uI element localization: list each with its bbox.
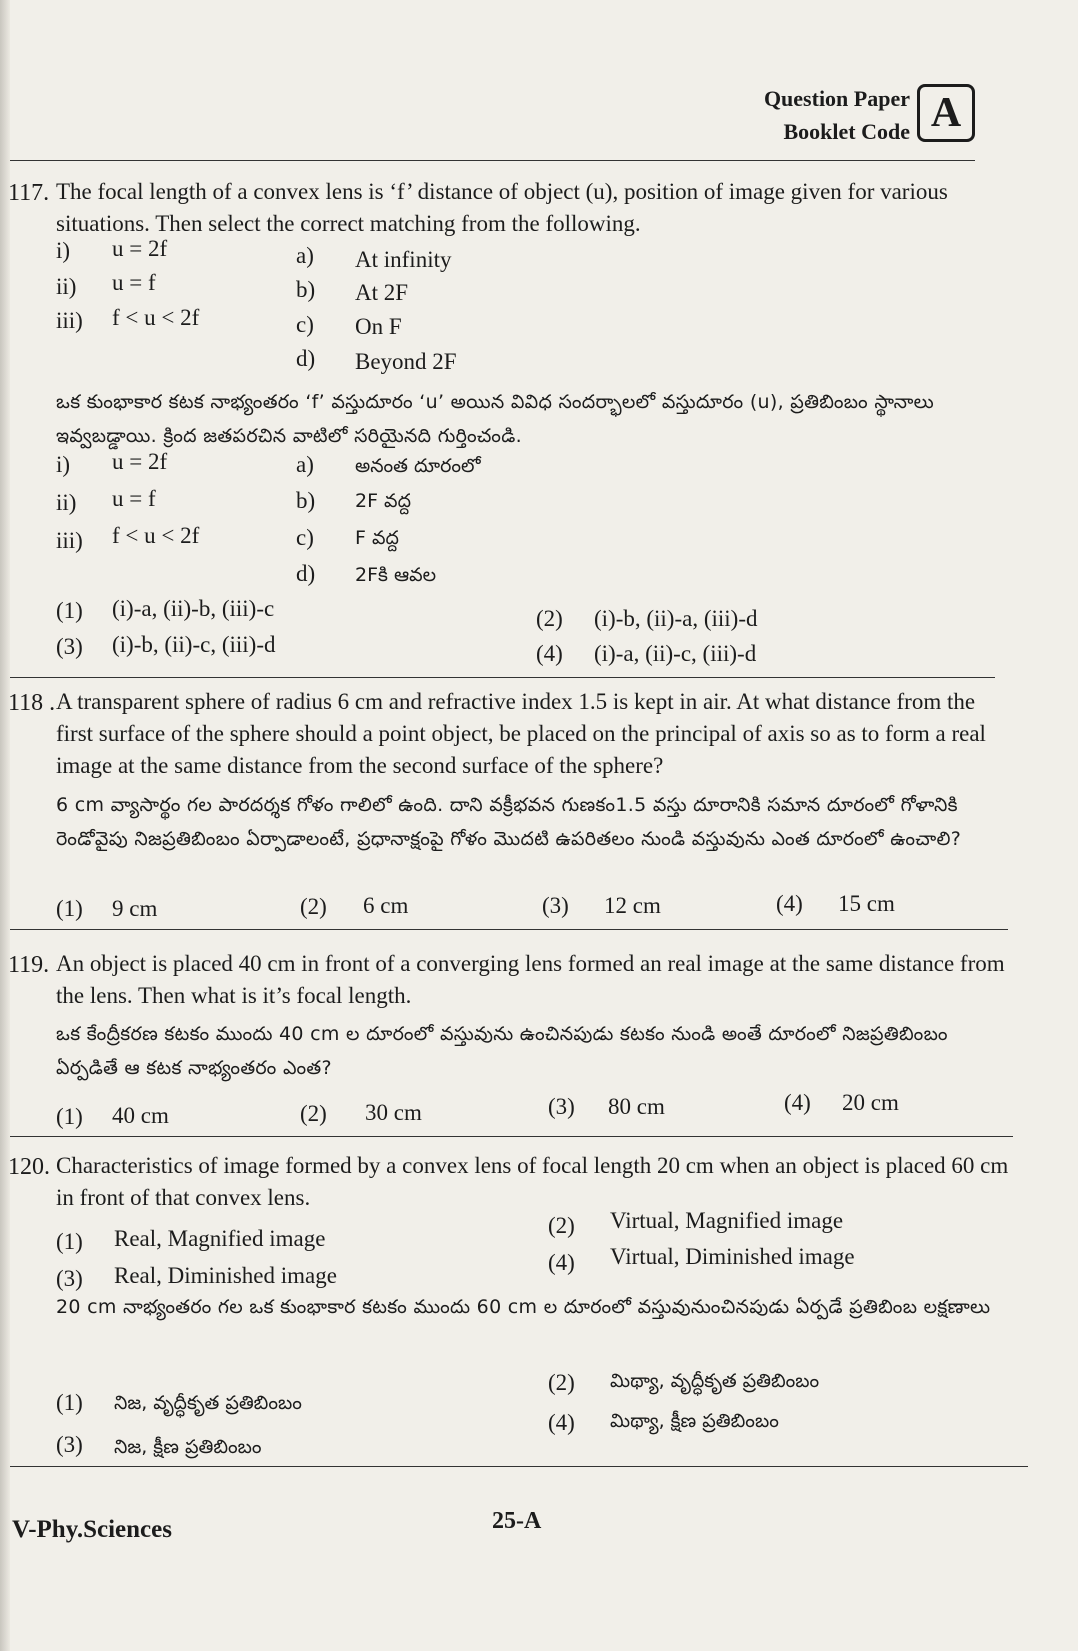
q119-option-4-text: 20 cm xyxy=(842,1090,899,1115)
divider xyxy=(10,677,995,678)
q120-option-3-num: (3) xyxy=(56,1266,83,1291)
q117-col1-value-3: f < u < 2f xyxy=(112,305,200,330)
q119-option-3-text: 80 cm xyxy=(608,1094,665,1119)
question-number-117: 117. xyxy=(8,180,50,206)
q120-option-4-text: Virtual, Diminished image xyxy=(610,1244,855,1269)
q117-te-col1-label-1: i) xyxy=(56,452,71,477)
q117-col2-value-a: At infinity xyxy=(355,247,452,272)
q120-option-2-num: (2) xyxy=(548,1213,575,1238)
q117-option-4-text: (i)-a, (ii)-c, (iii)-d xyxy=(594,641,757,666)
q117-option-1-text: (i)-a, (ii)-b, (iii)-c xyxy=(112,596,275,621)
q120-option-2-text: Virtual, Magnified image xyxy=(610,1208,844,1233)
q120-te-option-4-text: మిథ్యా, క్షీణ ప్రతిబింబం xyxy=(610,1410,779,1432)
q120-option-3-text: Real, Diminished image xyxy=(114,1263,337,1288)
question-119-text-te: ఒక కేంద్రీకరణ కటకం ముందు 40 cm ల దూరంలో వస్తువును ఉంచినపుడు కటకం నుండి అంతే దూరంలో నిజప్రతిబింబం ఏర్పడితే ఆ కటక నాభ్యంతరం ఎంత? xyxy=(56,1023,948,1079)
q120-option-1-text: Real, Magnified image xyxy=(114,1226,326,1251)
q117-col2-label-b: b) xyxy=(296,277,316,302)
subject-code: V-Phy.Sciences xyxy=(12,1516,172,1543)
q118-option-4-num: (4) xyxy=(776,891,803,916)
question-117-text-te: ఒక కుంభాకార కటక నాభ్యంతరం ‘f’ వస్తుదూరం ‘u’ అయిన వివిధ సందర్భాలలో వస్తుదూరం (u), ప్రతిబింబం స్థానాలు ఇవ్వబడ్డాయి. క్రింద జతపరచిన వాటిలో సరియైనది గుర్తించండి. xyxy=(56,391,935,447)
question-117-text-en: The focal length of a convex lens is ‘f’ distance of object (u), position of image given for various situations. Then select the correct matching from the following. xyxy=(56,179,948,236)
question-number-119: 119. xyxy=(8,952,50,978)
question-120-text-te: 20 cm నాభ్యంతరం గల ఒక కుంభాకార కటకం ముందు 60 cm ల దూరంలో వస్తువునుంచినపుడు ఏర్పడే ప్రతిబింబ లక్షణాలు xyxy=(56,1296,991,1318)
question-number-120: 120. xyxy=(8,1154,50,1180)
q117-te-col2-label-c: c) xyxy=(296,525,314,550)
question-118-text-en: A transparent sphere of radius 6 cm and refractive index 1.5 is kept in air. At what distance from the first surface of the sphere should a point object, be placed on the principal of axis so as to form a real image at the same distance from the second surface of the sphere? xyxy=(56,689,986,778)
q119-option-1-num: (1) xyxy=(56,1104,83,1129)
q118-option-3-text: 12 cm xyxy=(604,893,661,918)
question-119-text-en: An object is placed 40 cm in front of a converging lens formed an real image at the same distance from the lens. Then what is it’s focal length. xyxy=(56,951,1005,1008)
q118-option-1-num: (1) xyxy=(56,896,83,921)
q120-option-1-num: (1) xyxy=(56,1229,83,1254)
q120-te-option-2-num: (2) xyxy=(548,1370,575,1395)
page-number: 25-A xyxy=(492,1508,542,1534)
q119-option-1-text: 40 cm xyxy=(112,1103,169,1128)
question-number-118: 118 . xyxy=(8,690,56,716)
page-edge-shadow xyxy=(0,0,10,1651)
q118-option-3-num: (3) xyxy=(542,893,569,918)
q117-col1-value-2: u = f xyxy=(112,270,156,295)
q117-te-col1-value-2: u = f xyxy=(112,486,156,511)
q120-te-option-3-num: (3) xyxy=(56,1432,83,1457)
q117-te-col2-label-d: d) xyxy=(296,561,316,586)
divider xyxy=(10,160,975,161)
q117-te-col2-value-a: అనంత దూరంలో xyxy=(355,455,481,477)
q117-te-col1-value-3: f < u < 2f xyxy=(112,523,200,548)
q117-te-col2-value-d: 2Fకి ఆవల xyxy=(355,564,437,586)
q117-col2-label-d: d) xyxy=(296,346,316,371)
q117-col2-label-c: c) xyxy=(296,312,314,337)
q117-te-col1-value-1: u = 2f xyxy=(112,449,168,474)
q119-option-4-num: (4) xyxy=(784,1090,811,1115)
q117-option-3-num: (3) xyxy=(56,634,83,659)
q120-te-option-1-text: నిజ, వృద్ధీకృత ప్రతిబింబం xyxy=(114,1392,302,1414)
q117-col1-label-1: i) xyxy=(56,238,71,263)
question-118-text-te: 6 cm వ్యాసార్థం గల పారదర్శక గోళం గాలిలో ఉంది. దాని వక్రీభవన గుణకం1.5 వస్తు దూరానికి సమాన దూరంలో గోళానికి రెండోవైపు నిజప్రతిబింబం ఏర్పాడాలంటే, ప్రధానాక్షంపై గోళం మొదటి ఉపరితలం నుండి వస్తువును ఎంత దూరంలో ఉంచాలి? xyxy=(56,794,962,850)
q119-option-2-text: 30 cm xyxy=(365,1100,422,1125)
q119-option-3-num: (3) xyxy=(548,1094,575,1119)
divider xyxy=(10,929,1008,930)
q117-option-4-num: (4) xyxy=(536,641,563,666)
q120-te-option-4-num: (4) xyxy=(548,1410,575,1435)
q119-option-2-num: (2) xyxy=(300,1101,327,1126)
q120-te-option-3-text: నిజ, క్షీణ ప్రతిబింబం xyxy=(114,1436,262,1458)
booklet-code-box: A xyxy=(917,84,975,142)
q117-col1-label-2: ii) xyxy=(56,274,77,299)
q117-col2-value-d: Beyond 2F xyxy=(355,349,457,374)
question-120-text-en: Characteristics of image formed by a convex lens of focal length 20 cm when an object is placed 60 cm in front of that convex lens. xyxy=(56,1153,1009,1210)
q120-te-option-1-num: (1) xyxy=(56,1390,83,1415)
q120-option-4-num: (4) xyxy=(548,1250,575,1275)
q117-option-3-text: (i)-b, (ii)-c, (iii)-d xyxy=(112,632,276,657)
q117-option-1-num: (1) xyxy=(56,598,83,623)
divider xyxy=(10,1136,1013,1137)
divider xyxy=(10,1466,1028,1467)
booklet-code-header xyxy=(730,82,910,148)
q118-option-2-num: (2) xyxy=(300,894,327,919)
q118-option-1-text: 9 cm xyxy=(112,896,158,921)
q117-te-col2-value-b: 2F వద్ద xyxy=(355,490,411,512)
q117-te-col2-label-a: a) xyxy=(296,452,314,477)
q117-col1-label-3: iii) xyxy=(56,308,83,333)
q120-te-option-2-text: మిథ్యా, వృద్ధీకృత ప్రతిబింబం xyxy=(610,1370,820,1392)
q117-te-col2-value-c: F వద్ద xyxy=(355,527,399,549)
q117-col2-label-a: a) xyxy=(296,243,314,268)
q117-option-2-text: (i)-b, (ii)-a, (iii)-d xyxy=(594,606,758,631)
header-line-2: Booklet Code xyxy=(783,119,910,144)
q118-option-2-text: 6 cm xyxy=(363,893,409,918)
q117-option-2-num: (2) xyxy=(536,606,563,631)
header-line-1: Question Paper xyxy=(763,86,910,111)
q117-te-col1-label-2: ii) xyxy=(56,490,77,515)
q117-col2-value-b: At 2F xyxy=(355,280,409,305)
q117-te-col1-label-3: iii) xyxy=(56,528,83,553)
q117-te-col2-label-b: b) xyxy=(296,488,316,513)
q118-option-4-text: 15 cm xyxy=(838,891,895,916)
q117-col2-value-c: On F xyxy=(355,314,402,339)
q117-col1-value-1: u = 2f xyxy=(112,236,168,261)
